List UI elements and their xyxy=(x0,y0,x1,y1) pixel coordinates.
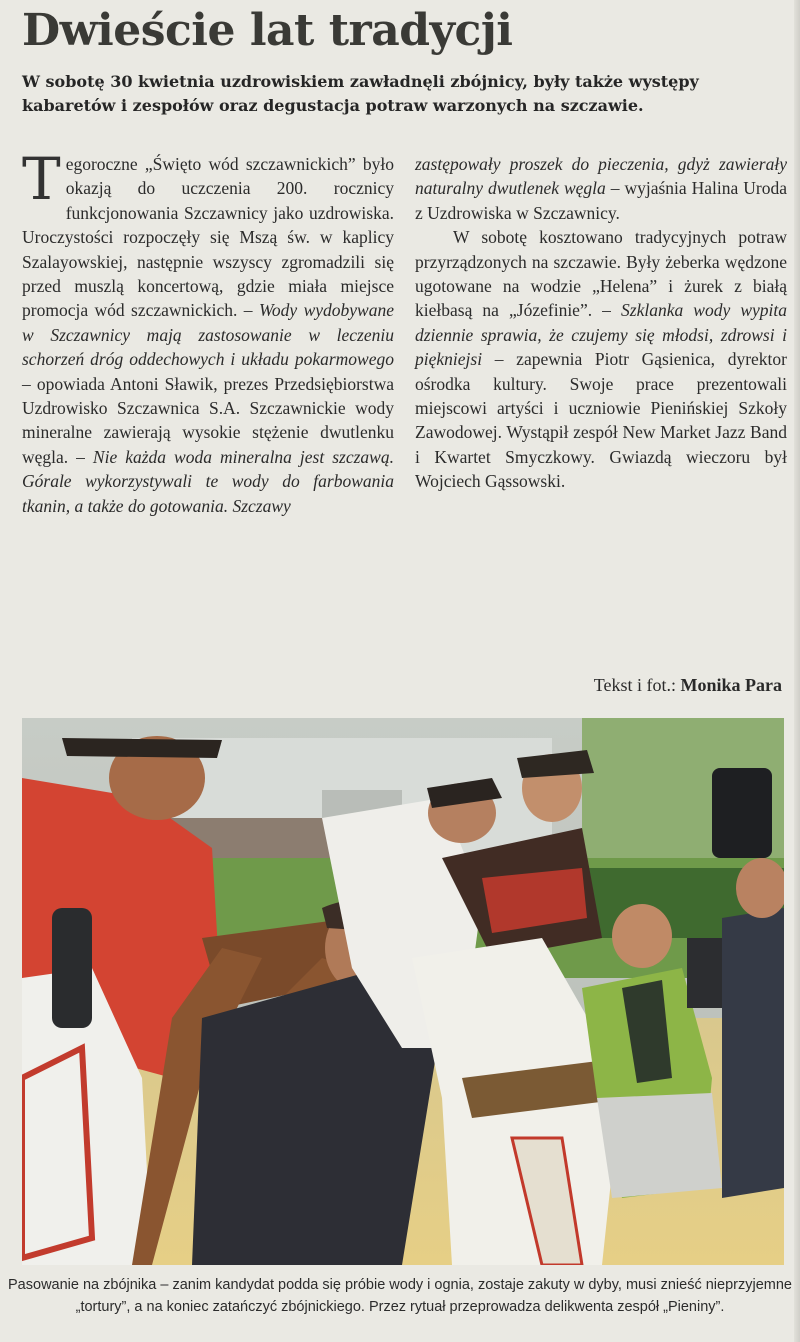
text-run: egoroczne „Święto wód szczawnickich” było okazją do uczczenia 200. rocznicy funkcjonowania Szczawnicy jako uzdrowiska. Uroczystości rozpoczęły się Mszą św. w kaplicy Szalayowskiej, następnie wszyscy zgromadzili się przed muszlą koncertową, gdzie miała miejsce promocja wód szczawnickich. – xyxy=(22,154,394,321)
paragraph xyxy=(415,152,787,225)
photo-caption: Pasowanie na zbójnika – zanim kandydat podda się próbie wody i ognia, zostaje zakuty w dyby, musi znieść nieprzyjemne „tortury”, a na koniec zatańczyć zbójnickiego. Przez rytuał przeprowadza delikwenta zespół „Pieniny”. xyxy=(8,1277,792,1315)
quote-italic: Szklanka wody wypita dziennie sprawia, że czujemy się młodsi, zdrowsi i piękniejsi xyxy=(415,300,787,370)
paragraph xyxy=(22,145,394,518)
text-run: W sobotę kosztowano tradycyjnych potraw przyrządzonych na szczawie. Były żeberka wędzone ugotowane na wodzie „Helena” i żurek z białą kiełbasą na „Józefinie”. – xyxy=(415,227,787,321)
photo-illustration xyxy=(22,718,784,1265)
text-run: – wyjaśnia Halina Uroda z Uzdrowiska w Szczawnicy. xyxy=(415,178,787,223)
byline-label: Tekst i fot.: xyxy=(593,675,676,695)
article-column-right xyxy=(415,152,787,494)
byline-author: Monika Para xyxy=(680,675,782,695)
text-run: – zapewnia Piotr Gąsienica, dyrektor ośrodka kultury. Swoje prace prezentowali miejscowi artyści i uczniowie Pienińskiej Szkoły Zawodowej. Wystąpił zespół New Market Jazz Band i Kwartet Smyczkowy. Gwiazdą wieczoru był Wojciech Gąssowski. xyxy=(415,349,787,492)
article-column-left xyxy=(22,145,394,518)
article-lead: W sobotę 30 kwietnia uzdrowiskiem zawładnęli zbójnicy, były także występy kabaretów i zespołów oraz degustacja potraw warzonych na szczawie. xyxy=(22,72,699,115)
quote-italic: Nie każda woda mineralna jest szczawą. Górale wykorzystywali te wody do farbowania tkanin, a także do gotowania. Szczawy xyxy=(22,446,394,516)
page-edge xyxy=(794,0,800,1342)
quote-italic: Wody wydobywane w Szczawnicy mają zastosowanie w leczeniu schorzeń dróg oddechowych i układu pokarmowego xyxy=(22,300,394,370)
quote-italic: zastępowały proszek do pieczenia, gdyż zawierały naturalny dwutlenek węgla xyxy=(415,154,787,199)
drop-cap: T xyxy=(22,145,61,213)
byline xyxy=(594,675,782,696)
article-headline: Dwieście lat tradycji xyxy=(22,5,513,56)
paragraph xyxy=(415,225,787,493)
article-photo xyxy=(22,718,784,1265)
text-run: – opowiada Antoni Sławik, prezes Przedsiębiorstwa Uzdrowisko Szczawnica S.A. Szczawnickie wody mineralne zawierają wysokie stężenie dwutlenku węgla. – xyxy=(22,373,394,467)
